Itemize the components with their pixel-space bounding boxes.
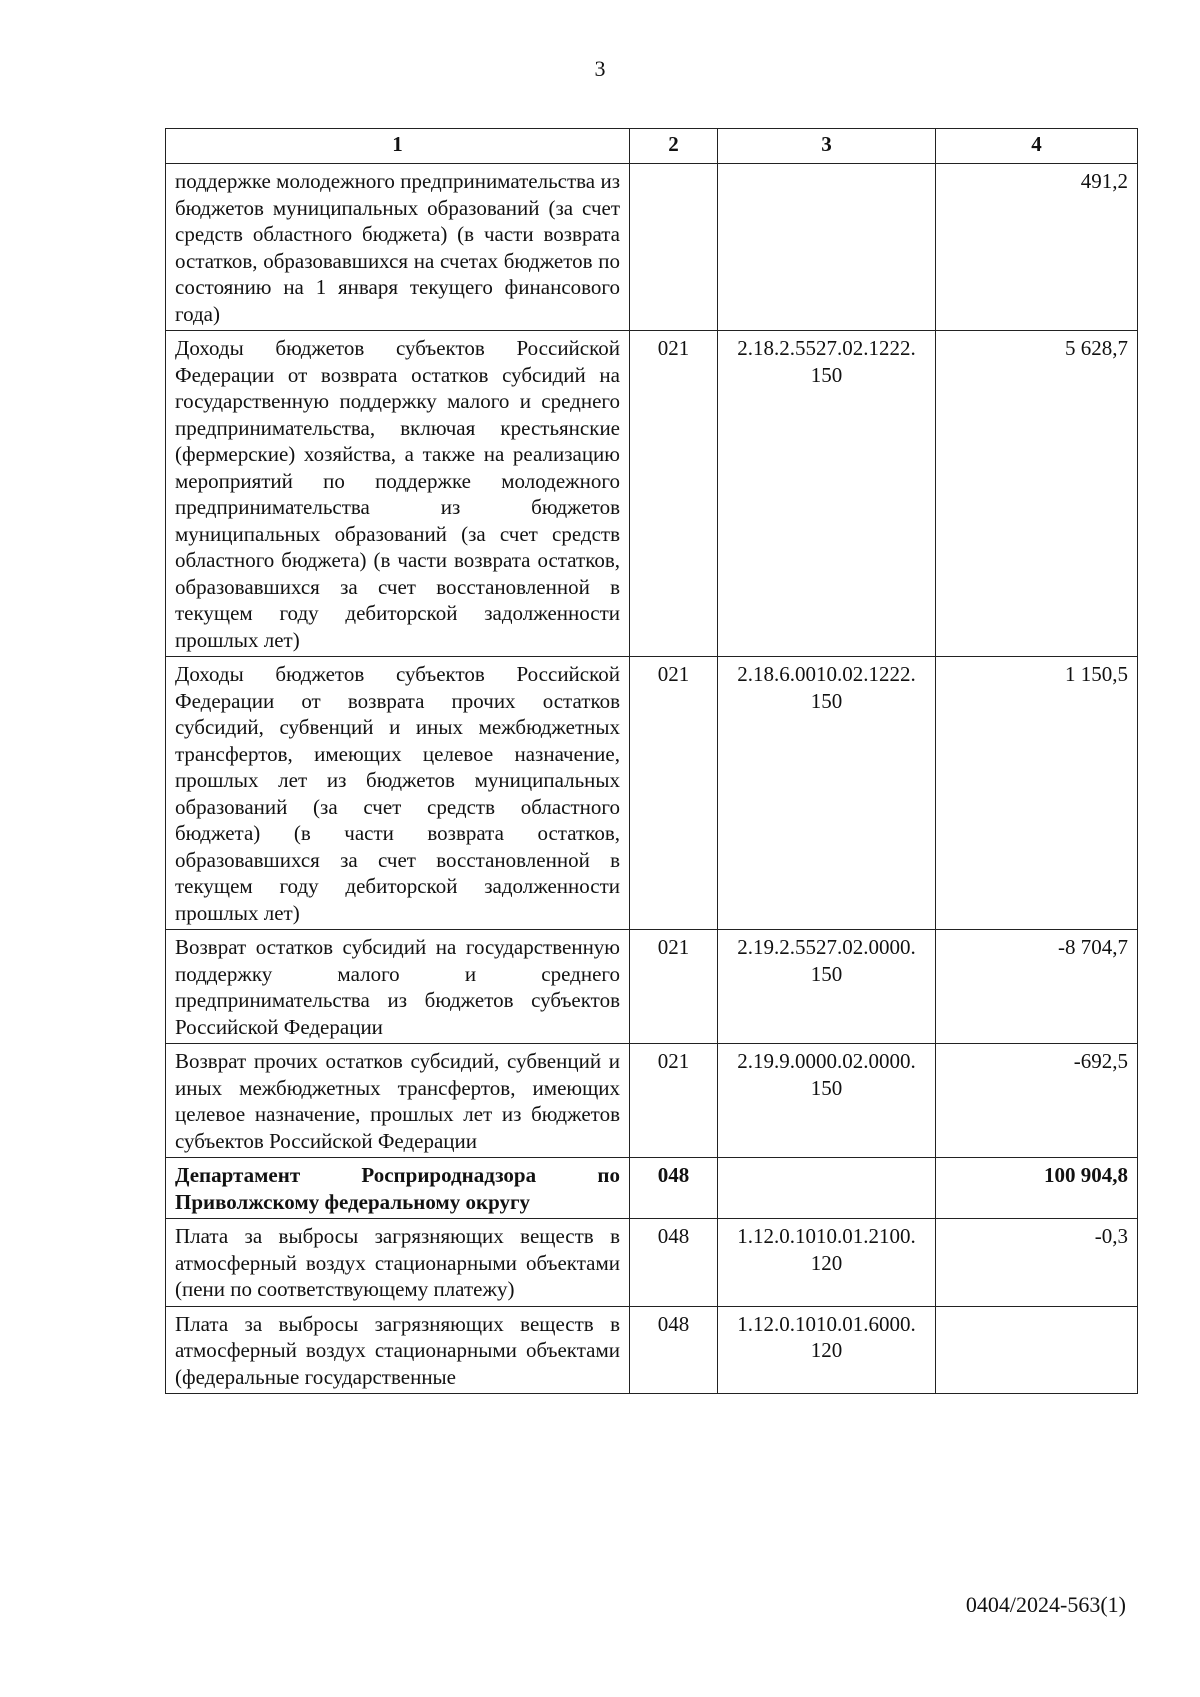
row-income-name: Доходы бюджетов субъектов Российской Федерации от возврата остатков субсидий на государственную поддержку малого и среднего предпринимательства, включая крестьянские (фермерские) хозяйства, а также на реализацию мероприятий по поддержке молодежного предпринимательства из бюджетов муниципальных образований (за счет средств областного бюджета) (в части возврата остатков, образовавшихся за счет восстановленной в текущем году дебиторской задолженности прошлых лет) — [166, 331, 630, 657]
row-amount: -8 704,7 — [936, 930, 1138, 1044]
row-admin-code: 021 — [630, 657, 718, 930]
row-budget-classification-code — [718, 1158, 936, 1219]
row-admin-code — [630, 164, 718, 331]
table-row — [166, 930, 1138, 1044]
row-amount — [936, 1306, 1138, 1394]
row-budget-classification-code: 2.19.9.0000.02.0000. 150 — [718, 1044, 936, 1158]
table-header-row — [166, 129, 1138, 164]
budget-table — [165, 128, 1138, 1394]
table-row — [166, 1219, 1138, 1307]
row-income-name: Возврат прочих остатков субсидий, субвенций и иных межбюджетных трансфертов, имеющих целевое назначение, прошлых лет из бюджетов субъектов Российской Федерации — [166, 1044, 630, 1158]
row-budget-classification-code: 2.18.2.5527.02.1222. 150 — [718, 331, 936, 657]
table-row — [166, 657, 1138, 930]
page-number: 3 — [594, 56, 606, 81]
table-row — [166, 1306, 1138, 1394]
row-amount: 100 904,8 — [936, 1158, 1138, 1219]
row-admin-code: 021 — [630, 930, 718, 1044]
table-row — [166, 1158, 1138, 1219]
column-header-1: 1 — [166, 129, 630, 164]
row-income-name: Департамент Росприроднадзора по Приволжскому федеральному округу — [166, 1158, 630, 1219]
row-income-name: Доходы бюджетов субъектов Российской Федерации от возврата прочих остатков субсидий, субвенций и иных межбюджетных трансфертов, имеющих целевое назначение, прошлых лет из бюджетов муниципальных образований (за счет средств областного бюджета) (в части возврата остатков, образовавшихся за счет восстановленной в текущем году дебиторской задолженности прошлых лет) — [166, 657, 630, 930]
row-amount: 491,2 — [936, 164, 1138, 331]
row-budget-classification-code — [718, 164, 936, 331]
column-header-2: 2 — [630, 129, 718, 164]
column-header-3: 3 — [718, 129, 936, 164]
table-row — [166, 164, 1138, 331]
row-budget-classification-code: 1.12.0.1010.01.2100. 120 — [718, 1219, 936, 1307]
row-income-name: Плата за выбросы загрязняющих веществ в атмосферный воздух стационарными объектами (пени по соответствующему платежу) — [166, 1219, 630, 1307]
row-amount: -0,3 — [936, 1219, 1138, 1307]
column-header-4: 4 — [936, 129, 1138, 164]
row-admin-code: 021 — [630, 331, 718, 657]
row-budget-classification-code: 2.18.6.0010.02.1222. 150 — [718, 657, 936, 930]
row-income-name: Плата за выбросы загрязняющих веществ в атмосферный воздух стационарными объектами (федеральные государственные — [166, 1306, 630, 1394]
row-admin-code: 048 — [630, 1219, 718, 1307]
document-registration-code: 0404/2024-563(1) — [965, 1592, 1126, 1617]
row-amount: -692,5 — [936, 1044, 1138, 1158]
row-income-name: поддержке молодежного предпринимательства из бюджетов муниципальных образований (за счет средств областного бюджета) (в части возврата остатков, образовавшихся на счетах бюджетов по состоянию на 1 января текущего финансового года) — [166, 164, 630, 331]
row-budget-classification-code: 2.19.2.5527.02.0000. 150 — [718, 930, 936, 1044]
row-admin-code: 021 — [630, 1044, 718, 1158]
row-budget-classification-code: 1.12.0.1010.01.6000. 120 — [718, 1306, 936, 1394]
table-row — [166, 331, 1138, 657]
row-income-name: Возврат остатков субсидий на государственную поддержку малого и среднего предпринимательства из бюджетов субъектов Российской Федерации — [166, 930, 630, 1044]
row-admin-code: 048 — [630, 1306, 718, 1394]
table-row — [166, 1044, 1138, 1158]
row-amount: 1 150,5 — [936, 657, 1138, 930]
row-amount: 5 628,7 — [936, 331, 1138, 657]
row-admin-code: 048 — [630, 1158, 718, 1219]
